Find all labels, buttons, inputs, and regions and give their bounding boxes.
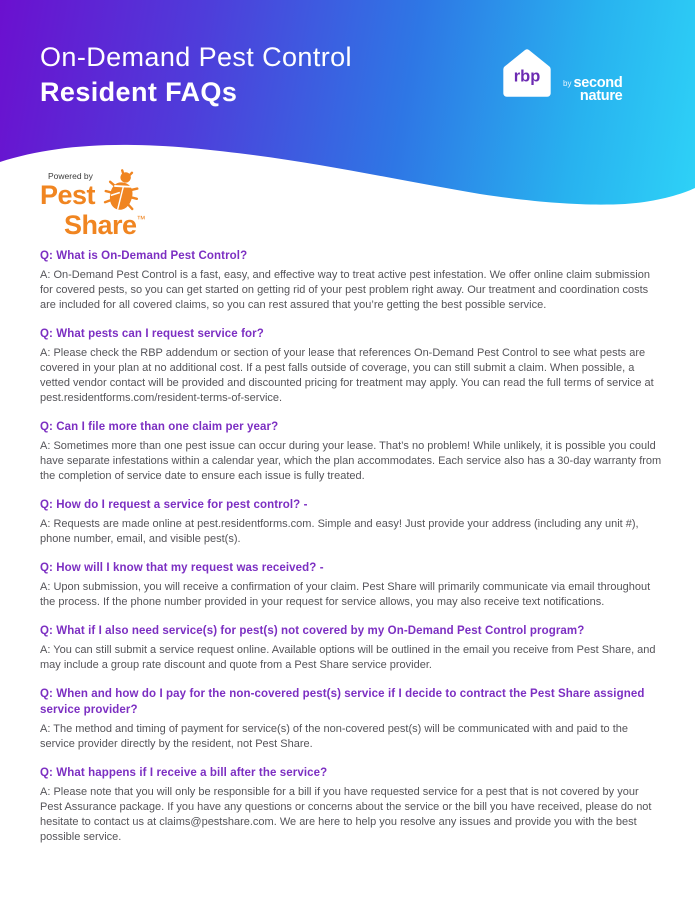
second-nature-line2: nature [579,88,623,104]
trademark-symbol: ™ [136,214,146,224]
page-title-line1: On-Demand Pest Control [40,42,352,72]
share-text: Share [64,210,137,240]
page-title [40,42,352,107]
byline-text: by [563,79,572,88]
rbp-house-icon [498,44,556,104]
second-nature-line1: second [573,75,623,91]
faq-answer: A: The method and timing of payment for service(s) of the non-covered pest(s) will be communicated with and paid to the service provider directly by the resident, not Pest Share. [40,723,628,750]
faq-item [40,497,662,547]
faq-answer: A: On-Demand Pest Control is a fast, easy, and effective way to treat active pest infestation. We offer online claim submission for covered pests, so you can get started on getting rid of your pest problem right away. Our treatment and coordination costs are included for all covered claims, so you can rest assured that you’re getting the best possible service. [40,269,650,311]
faq-item [40,686,662,752]
faq-item [40,419,662,484]
beetle-icon [102,168,142,216]
page-title-line2: Resident FAQs [40,77,238,107]
second-nature-wordmark [563,77,622,103]
faq-answer: A: You can still submit a service request online. Available options will be outlined in the email you receive from Pest Share, and may include a group rate discount and quote from a Pest Share service provider. [40,644,656,671]
faq-answer: A: Requests are made online at pest.residentforms.com. Simple and easy! Just provide your address (including any unit #), phone number, email, and visible pest(s). [40,518,639,545]
faq-item [40,326,662,406]
pest-wordmark: Pest [40,180,96,210]
rbp-second-nature-logo [498,44,622,104]
faq-answer: A: Please check the RBP addendum or section of your lease that references On-Demand Pest Control to see what pests are covered in your plan at no additional cost. If a pest falls outside of coverage, you can still submit a claim. When possible, a vetted vendor contact will be provided and discounted pricing for treatment may apply. You can read the full terms of service at pest.residentforms.com/resident-terms-of-service. [40,347,654,404]
faq-answer: A: Sometimes more than one pest issue can occur during your lease. That’s no problem! While unlikely, it is possible you could have separate infestations within a calendar year, which the plan accommodates. Each service also has a 30-day warranty from the completion of service date to ensure each issue is fully treated. [40,440,662,482]
svg-text:rbp: rbp [513,67,541,86]
faq-answer: A: Upon submission, you will receive a confirmation of your claim. Pest Share will primarily communicate via email throughout the process. If the phone number provided in your request for service allows, you may also receive text notifications. [40,581,651,608]
second-nature-text [573,77,622,103]
faq-question: Q: What happens if I receive a bill after the service? [40,767,328,779]
faq-item [40,623,662,673]
pest-share-logo [40,171,190,240]
faq-item [40,765,662,845]
powered-by-label: Powered by [48,171,93,181]
faq-question: Q: What pests can I request service for? [40,328,264,340]
faq-question: Q: What is On-Demand Pest Control? [40,250,248,262]
faq-question: Q: Can I file more than one claim per year? [40,421,279,433]
faq-question: Q: What if I also need service(s) for pest(s) not covered by my On-Demand Pest Control program? [40,625,585,637]
faq-question: Q: How do I request a service for pest control? - [40,499,308,511]
faq-list [0,235,695,845]
faq-item [40,560,662,610]
faq-item [40,248,662,313]
faq-answer: A: Please note that you will only be responsible for a bill if you have requested service for a pest that is not covered by your Pest Assurance package. If you have any questions or concerns about the service or the bill you have received, please do not hesitate to contact us at claims@pestshare.com. We are here to help you resolve any issues and provide you with the best possible service. [40,786,652,843]
faq-question: Q: When and how do I pay for the non-covered pest(s) service if I decide to contract the Pest Share assigned service provider? [40,688,645,716]
faq-question: Q: How will I know that my request was received? - [40,562,324,574]
